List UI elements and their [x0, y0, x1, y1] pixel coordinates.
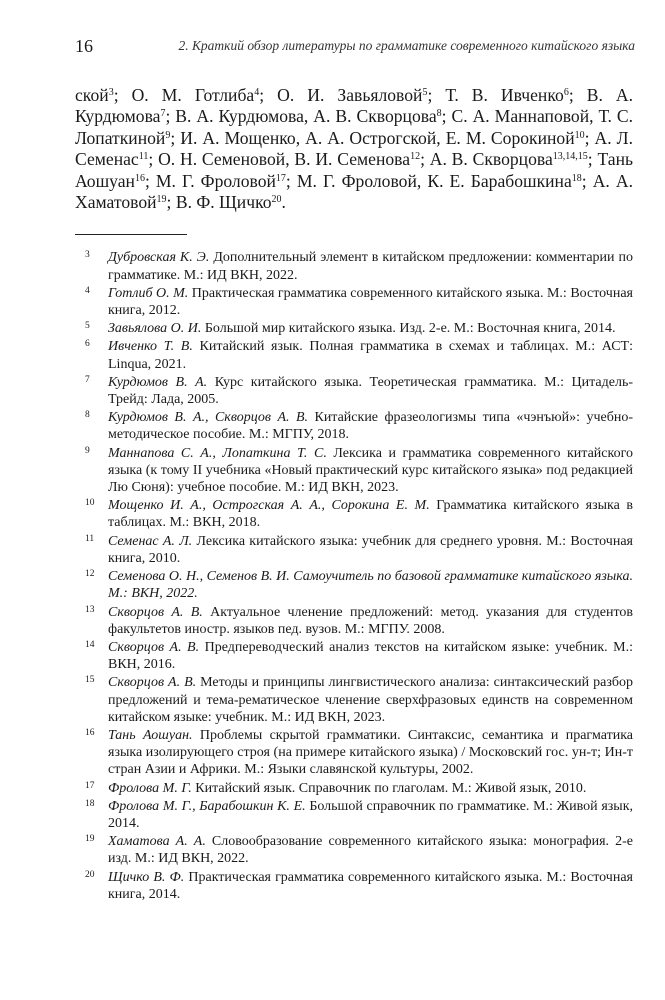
- footnote-author: Фролова М. Г.: [108, 780, 192, 796]
- footnote-ref[interactable]: 4: [254, 87, 260, 98]
- footnote-text: Методы и принципы лингвистического анализа: синтаксический разбор предложений и тема-рематическое членение сверхфразовых единств на современном китайском языке: учебник. М.: ИД ВКН, 2023.: [108, 675, 633, 725]
- footnote-text: Практическая грамматика современного китайского языка. М.: Восточная книга, 2012.: [108, 285, 633, 319]
- body-text: ; С. А. Маннаповой, Т. С. Лопаткиной: [75, 106, 633, 148]
- footnote-number: 9: [85, 445, 90, 456]
- body-text: ; О. И. Завьяловой: [259, 85, 423, 105]
- footnote-number: 8: [85, 410, 90, 421]
- body-text: .: [281, 192, 286, 213]
- footnote: [75, 869, 633, 903]
- body-text: ; О. Н. Семеновой, В. И. Семенова: [148, 149, 411, 170]
- footnote-number: 13: [85, 604, 95, 615]
- footnote-number: 7: [85, 374, 90, 385]
- footnote: [75, 674, 633, 726]
- page-number: 16: [75, 36, 93, 56]
- footnote-ref[interactable]: 9: [165, 129, 171, 141]
- footnote: [75, 833, 633, 867]
- footnote-text: Лексика и грамматика современного китайского языка (к тому II учебника «Новый практический курс китайского языка» под редакцией Лю Сюня): учебное пособие. М.: ИД ВКН, 2023.: [108, 445, 633, 496]
- footnote-author: Курдюмов В. А.: [108, 374, 208, 390]
- footnote: [75, 409, 633, 443]
- footnote: [75, 639, 633, 673]
- footnote-ref[interactable]: 16: [134, 172, 145, 184]
- footnote-text: Дополнительный элемент в китайском предложении: комментарии по грамматике. М.: ИД ВКН, 2022.: [108, 250, 633, 283]
- footnote-text: Проблемы скрытой грамматики. Синтаксис, семантика и прагматика языка изолирующего строя (на примере китайского языка) / Московский гос. ун-т; Ин-т стран Азии и Африки. М.: Языки славянской культуры, 2002.: [108, 727, 634, 778]
- page-content: [75, 85, 633, 904]
- footnote-text: Словообразование современного китайского языка: монография. 2-е изд. М.: ИД ВКН, 2022.: [108, 834, 633, 867]
- body-text: ; Тань Аошуан: [75, 149, 634, 191]
- footnote-author: Тань Аошуан.: [108, 727, 193, 743]
- footnote-ref[interactable]: 17: [275, 172, 286, 184]
- footnote-number: 20: [85, 869, 95, 880]
- body-text: ; М. Г. Фроловой, К. Е. Барабошкина: [285, 170, 572, 191]
- footnote-separator: [75, 234, 187, 235]
- body-text: ; В. А. Курдюмова: [75, 85, 633, 127]
- footnote-author: Семенас А. Л.: [108, 533, 193, 549]
- footnote-author: Хаматова А. А.: [108, 834, 206, 850]
- footnote-text: Практическая грамматика современного китайского языка. М.: Восточная книга, 2014.: [108, 869, 633, 902]
- footnote-number: 3: [85, 250, 90, 261]
- body-text: ; А. В. Скворцова: [420, 149, 553, 170]
- footnote-number: 12: [85, 569, 95, 580]
- footnote-ref[interactable]: 8: [436, 108, 442, 120]
- footnote-author: Щичко В. Ф.: [108, 869, 185, 885]
- footnote-number: 19: [85, 834, 95, 845]
- footnote: [75, 445, 633, 497]
- footnote-ref[interactable]: 20: [271, 194, 282, 206]
- footnote-number: 17: [85, 780, 95, 791]
- footnote-number: 14: [85, 639, 95, 650]
- footnote-ref[interactable]: 19: [156, 194, 167, 206]
- footnote-author: Готлиб О. М.: [108, 285, 189, 301]
- body-text: ской: [75, 85, 109, 105]
- footnote-ref[interactable]: 12: [410, 151, 421, 163]
- body-text: ; О. М. Готлиба: [113, 85, 255, 105]
- footnote: [75, 780, 633, 797]
- footnote: [75, 568, 633, 602]
- footnote: [75, 285, 633, 319]
- footnote-text: Грамматика китайского языка в таблицах. М.: ВКН, 2018.: [108, 498, 634, 531]
- footnote: [75, 374, 633, 408]
- footnote-text: Большой мир китайского языка. Изд. 2-е. М.: Восточная книга, 2014.: [201, 321, 616, 337]
- footnote-number: 10: [85, 498, 95, 509]
- footnote: [75, 338, 633, 372]
- footnote-author: Курдюмов В. А., Скворцов А. В.: [108, 410, 309, 426]
- footnote-ref[interactable]: 10: [574, 129, 585, 141]
- body-text: ; В. Ф. Щичко: [166, 192, 272, 213]
- footnote-ref[interactable]: 11: [138, 151, 149, 163]
- footnote-author: Семенова О. Н., Семенов В. И. Самоучитель по базовой грамматике китайского языка. М.: ВКН, 2022.: [108, 569, 633, 602]
- footnote-text: Лексика китайского языка: учебник для среднего уровня. М.: Восточная книга, 2010.: [108, 533, 633, 566]
- footnote-author: Маннапова С. А., Лопаткина Т. С.: [108, 445, 327, 461]
- page-header: [75, 36, 635, 58]
- footnote: [75, 249, 633, 283]
- footnote-author: Скворцов А. В.: [108, 639, 200, 655]
- footnote: [75, 533, 633, 567]
- body-text: ; Т. В. Ивченко: [427, 85, 564, 105]
- footnote-ref[interactable]: 6: [563, 87, 569, 98]
- footnote-author: Фролова М. Г., Барабошкин К. Е.: [108, 798, 306, 814]
- running-title: 2. Краткий обзор литературы по грамматике современного китайского языка: [178, 38, 635, 53]
- body-text: ; В. А. Курдюмова, А. В. Скворцова: [165, 106, 437, 127]
- footnote-text: Китайский язык. Полная грамматика в схемах и таблицах. М.: АСТ: Linqua, 2021.: [108, 339, 634, 372]
- footnote-number: 4: [85, 285, 90, 296]
- footnotes: [75, 249, 633, 903]
- footnote-text: Китайские фразеологизмы типа «чэнъюй»: учебно-методическое пособие. М.: МГПУ, 2018.: [108, 410, 633, 443]
- footnote-text: Курс китайского языка. Теоретическая грамматика. М.: Цитадель-Трейд: Лада, 2005.: [108, 374, 633, 408]
- footnote-number: 11: [85, 533, 95, 544]
- footnote-author: Скворцов А. В.: [108, 675, 197, 691]
- footnote-number: 18: [85, 798, 95, 809]
- footnote-ref[interactable]: 3: [108, 87, 114, 98]
- body-paragraph: [75, 85, 633, 213]
- footnote-number: 16: [85, 727, 95, 738]
- footnote-text: Большой справочник по грамматике. М.: Живой язык, 2014.: [108, 798, 634, 831]
- footnote-number: 15: [85, 675, 95, 686]
- footnote-number: 5: [85, 321, 90, 332]
- footnote-author: Дубровская К. Э.: [108, 250, 210, 266]
- footnote-ref[interactable]: 18: [571, 172, 582, 184]
- footnote-text: Китайский язык. Справочник по глаголам. М.: Живой язык, 2010.: [191, 780, 587, 796]
- footnote-ref[interactable]: 7: [160, 108, 166, 120]
- body-text: ; И. А. Мощенко, А. А. Острогской, Е. М. Сорокиной: [170, 127, 575, 148]
- footnote: [75, 798, 633, 832]
- footnote-text: Актуальное членение предложений: метод. указания для студентов факультетов иностр. языков пед. вузов. М.: МГПУ. 2008.: [108, 604, 633, 637]
- footnote: [75, 727, 633, 779]
- body-text: ; М. Г. Фроловой: [144, 170, 276, 191]
- body-text: ; А. Л. Семенас: [75, 127, 633, 170]
- footnote: [75, 320, 633, 337]
- footnote-author: Завьялова О. И.: [108, 321, 202, 337]
- footnote-number: 6: [85, 339, 90, 350]
- footnote-author: Мощенко И. А., Острогская А. А., Сорокина Е. М.: [108, 498, 430, 514]
- footnote-author: Ивченко Т. В.: [108, 339, 193, 355]
- footnote: [75, 604, 633, 638]
- footnote-ref[interactable]: 5: [422, 87, 428, 98]
- body-text: ; А. А. Хаматовой: [75, 170, 633, 213]
- footnote-text: Предпереводческий анализ текстов на китайском языке: учебник. М.: ВКН, 2016.: [108, 639, 633, 673]
- footnote: [75, 497, 633, 531]
- footnote-author: Скворцов А. В.: [108, 604, 203, 620]
- footnote-ref[interactable]: 13,14,15: [552, 151, 588, 163]
